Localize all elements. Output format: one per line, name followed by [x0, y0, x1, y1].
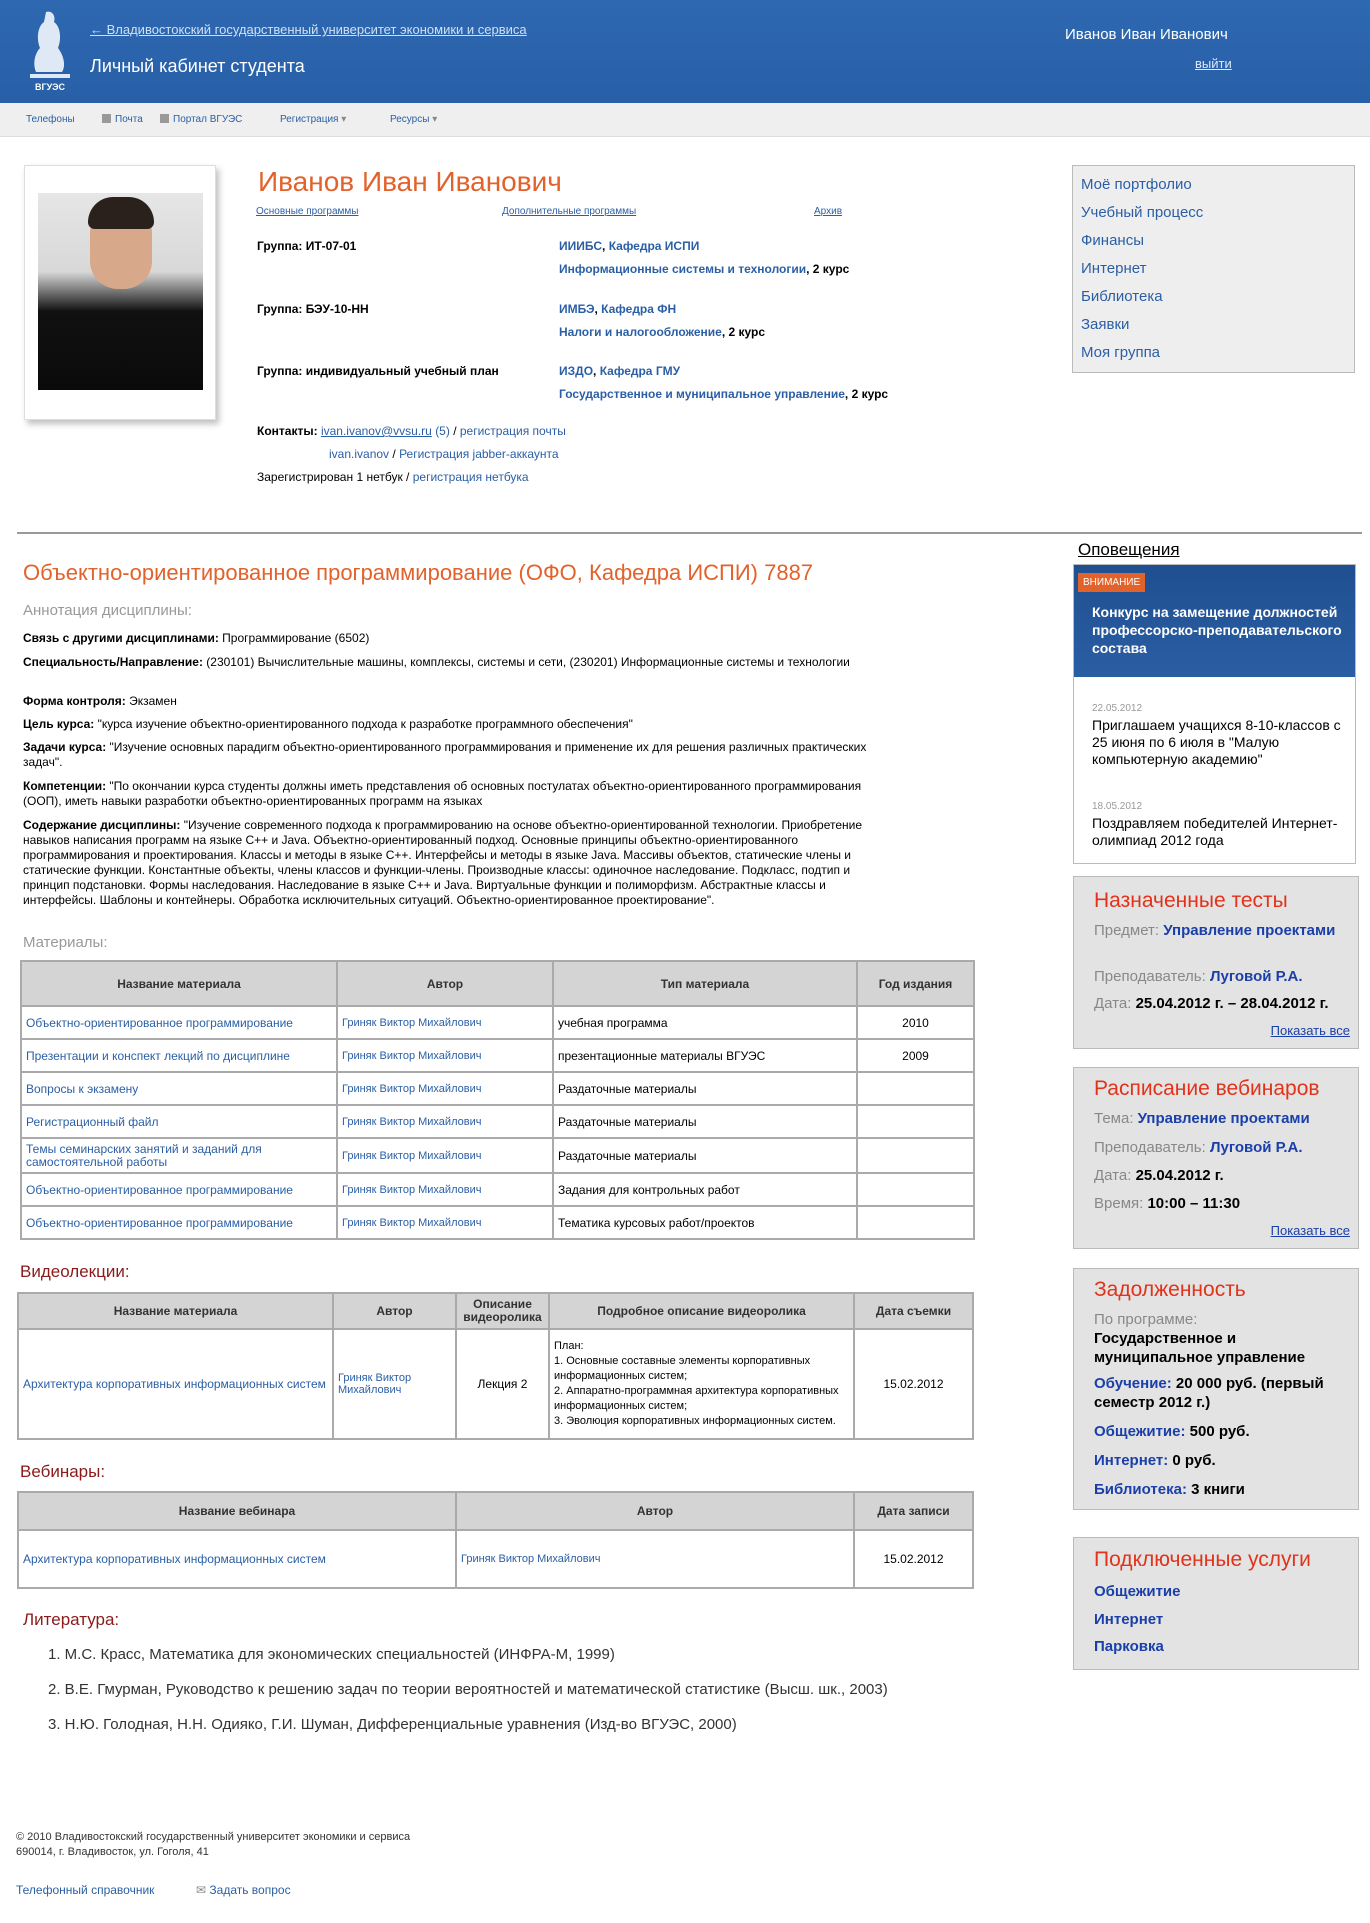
program-link[interactable]: Государственное и муниципальное управление: [559, 387, 845, 401]
webinars-show-all-link[interactable]: Показать все: [1270, 1223, 1350, 1238]
material-link[interactable]: Объектно-ориентированное программирование: [26, 1182, 293, 1197]
material-year: [857, 1138, 974, 1173]
table-row: [21, 1173, 974, 1206]
university-logo[interactable]: [26, 8, 74, 94]
jabber-link[interactable]: ivan.ivanov: [329, 447, 390, 461]
material-year: [857, 1206, 974, 1239]
webinar-date: 15.02.2012: [854, 1530, 973, 1588]
footer-copyright: © 2010 Владивостокский государственный университет экономики и сервиса 690014, г. Владивосток, ул. Гоголя, 41: [16, 1831, 411, 1858]
debt-program: Государственное и муниципальное управление: [1094, 1330, 1306, 1366]
debt-library-link[interactable]: Библиотека:: [1094, 1481, 1187, 1498]
nav-portal[interactable]: Портал ВГУЭС: [160, 114, 242, 125]
netbook-status: Зарегистрирован 1 нетбук: [257, 470, 403, 484]
featured-notification[interactable]: [1074, 565, 1355, 677]
material-link[interactable]: Темы семинарских занятий и заданий для самостоятельной работы: [26, 1141, 262, 1169]
column-header: Автор: [337, 961, 553, 1006]
author-link[interactable]: Гриняк Виктор Михайлович: [461, 1553, 601, 1565]
debt-education-link[interactable]: Обучение:: [1094, 1375, 1172, 1392]
notifications-panel: [1073, 564, 1356, 864]
header-user-name: Иванов Иван Иванович: [1065, 26, 1228, 43]
literature-heading: Литература:: [23, 1610, 120, 1629]
group-label: Группа: БЭУ-10-НН: [257, 302, 369, 316]
material-year: 2009: [857, 1039, 974, 1072]
material-type: Раздаточные материалы: [553, 1105, 857, 1138]
group-info: ИМБЭ, Кафедра ФН Налоги и налогообложение, 2 курс: [559, 302, 766, 339]
debt-dorm-link[interactable]: Общежитие:: [1094, 1423, 1186, 1440]
mail-icon: [102, 114, 111, 123]
author-link[interactable]: Гриняк Виктор Михайлович: [342, 1016, 482, 1029]
avatar: [38, 193, 203, 390]
author-link[interactable]: Гриняк Виктор Михайлович: [342, 1115, 482, 1128]
box-title: Расписание вебинаров: [1094, 1077, 1320, 1100]
test-date: 25.04.2012 г. – 28.04.2012 г.: [1135, 995, 1329, 1012]
column-header: Название вебинара: [18, 1492, 456, 1530]
attention-badge: ВНИМАНИЕ: [1078, 573, 1145, 592]
column-header: Год издания: [857, 961, 974, 1006]
material-year: [857, 1173, 974, 1206]
annotation-field: Связь с другими дисциплинами: Программирование (6502): [23, 631, 370, 645]
author-link[interactable]: Гриняк Виктор Михайлович: [342, 1216, 482, 1229]
nav-registration[interactable]: Регистрация ▾: [280, 114, 347, 125]
notification-text[interactable]: Приглашаем учащихся 8-10-классов с 25 июня по 6 июля в "Малую компьютерную академию": [1092, 717, 1341, 767]
menu-portfolio[interactable]: Моё портфолио: [1081, 176, 1192, 193]
materials-table: [20, 960, 975, 1240]
course-title: Объектно-ориентированное программирование (ОФО, Кафедра ИСПИ) 7887: [23, 560, 814, 585]
footer-address: 690014, г. Владивосток, ул. Гоголя, 41: [16, 1846, 209, 1858]
author-link[interactable]: Гриняк Виктор Михайлович: [342, 1149, 482, 1162]
webinar-schedule-box: Расписание вебинаров Тема: Управление проектами Преподаватель: Луговой Р.А. Дата: 25.04.2012 г. Время: 10:00 – 11:30 Показать все: [1073, 1067, 1359, 1249]
author-link[interactable]: Гриняк Виктор Михайлович: [338, 1372, 412, 1396]
table-row: [21, 1206, 974, 1239]
column-header: Подробное описание видеоролика: [549, 1293, 854, 1329]
group-label: Группа: ИТ-07-01: [257, 239, 357, 253]
author-link[interactable]: Гриняк Виктор Михайлович: [342, 1082, 482, 1095]
column-header: Название материала: [18, 1293, 333, 1329]
netbook-registration-link[interactable]: регистрация нетбука: [412, 470, 529, 484]
box-title: Задолженность: [1094, 1278, 1246, 1301]
notification-date: 22.05.2012: [1092, 703, 1143, 714]
chevron-down-icon: ▾: [432, 114, 438, 125]
dept-link[interactable]: Кафедра ФН: [601, 302, 677, 316]
table-row: [21, 1072, 974, 1105]
video-detail: План: 1. Основные составные элементы корпоративных информационных систем; 2. Аппаратно-программная архитектура корпоративных информационных систем; 3. Эволюция корпоративных информационных систем.: [549, 1329, 854, 1439]
contacts: Контакты: ivan.ivanov@vvsu.ru (5) / регистрация почты ivan.ivanov / Регистрация jabber-аккаунта Зарегистрирован 1 нетбук / регистрация нетбука: [257, 424, 566, 484]
material-type: Раздаточные материалы: [553, 1072, 857, 1105]
notification-text[interactable]: Поздравляем победителей Интернет-олимпиад 2012 года: [1092, 815, 1338, 848]
institute-link[interactable]: ИЗДО: [559, 364, 594, 378]
material-year: [857, 1072, 974, 1105]
menu-study-process[interactable]: Учебный процесс: [1081, 204, 1204, 221]
service-internet-link[interactable]: Интернет: [1094, 1611, 1164, 1628]
column-header: Автор: [456, 1492, 854, 1530]
webinar-time: 10:00 – 11:30: [1147, 1195, 1241, 1212]
nav-phones[interactable]: Телефоны: [26, 114, 75, 125]
author-link[interactable]: Гриняк Виктор Михайлович: [342, 1183, 482, 1196]
video-date: 15.02.2012: [854, 1329, 973, 1439]
service-parking-link[interactable]: Парковка: [1094, 1638, 1164, 1655]
materials-heading: Материалы:: [23, 934, 108, 951]
literature-item: 2. В.Е. Гмурман, Руководство к решению задач по теории вероятностей и математической статистике (Высш. шк., 2003): [48, 1681, 888, 1698]
notifications-heading[interactable]: Оповещения: [1078, 540, 1180, 559]
column-header: Тип материала: [553, 961, 857, 1006]
material-year: 2010: [857, 1006, 974, 1039]
tests-show-all-link[interactable]: Показать все: [1270, 1023, 1350, 1038]
webinar-topic-link[interactable]: Управление проектами: [1137, 1110, 1310, 1127]
column-header: Описание видеоролика: [456, 1293, 549, 1329]
tab-archive[interactable]: Архив: [814, 206, 843, 217]
literature-item: 3. Н.Ю. Голодная, Н.Н. Одияко, Г.И. Шуман, Дифференциальные уравнения (Изд-во ВГУЭС, 2000): [48, 1716, 737, 1733]
institute-link[interactable]: ИИИБС: [559, 239, 603, 253]
services-box: [1073, 1537, 1359, 1670]
logo-text: ВГУЭС: [35, 82, 65, 92]
video-heading: Видеолекции:: [20, 1262, 130, 1281]
table-row: [21, 1006, 974, 1039]
author-link[interactable]: Гриняк Виктор Михайлович: [342, 1049, 482, 1062]
box-title: Назначенные тесты: [1094, 889, 1288, 912]
top-nav: [0, 103, 1370, 137]
material-link[interactable]: Регистрационный файл: [26, 1114, 159, 1129]
group-info: ИИИБС, Кафедра ИСПИ Информационные системы и технологии, 2 курс: [559, 239, 850, 276]
dept-link[interactable]: Кафедра ИСПИ: [608, 239, 700, 253]
material-link[interactable]: Объектно-ориентированное программирование: [26, 1215, 293, 1230]
annotation-field: Компетенции: "По окончании курса студенты должны иметь представления об основных постулатах объектно-ориентированного программирования (ООП), иметь навыки разработки объектно-ориентированных программ на языках: [23, 779, 862, 808]
material-type: Раздаточные материалы: [553, 1138, 857, 1173]
material-link[interactable]: Объектно-ориентированное программирование: [26, 1015, 293, 1030]
program-link[interactable]: Информационные системы и технологии: [559, 262, 807, 276]
student-name: Иванов Иван Иванович: [258, 166, 562, 197]
notification-date: 18.05.2012: [1092, 801, 1143, 812]
logout-link[interactable]: выйти: [1195, 56, 1232, 71]
nav-mail[interactable]: Почта: [102, 114, 143, 125]
literature-item: 1. М.С. Красс, Математика для экономических специальностей (ИНФРА-М, 1999): [48, 1646, 615, 1663]
tab-additional-programs[interactable]: Дополнительные программы: [502, 206, 637, 217]
institute-link[interactable]: ИМБЭ: [559, 302, 595, 316]
group-info: ИЗДО, Кафедра ГМУ Государственное и муниципальное управление, 2 курс: [559, 364, 889, 401]
service-dorm-link[interactable]: Общежитие: [1094, 1583, 1181, 1600]
debt-box: Задолженность По программе: Государственное и муниципальное управление Обучение: 20 000 руб. (первый семестр 2012 г.) Общежитие: 500 руб. Интернет: 0 руб. Библиотека: 3 книги: [1073, 1268, 1359, 1510]
webinar-table: [17, 1491, 974, 1589]
annotation-field: Содержание дисциплины: "Изучение современного подхода к программированию на основе объектно-ориентированной технологии. Приобретение навыков написания программ на языке C++ и Java. Объектно-ориентированный подход. Основные принципы объектно-ориентированного программирования и проектирования. Классы и методы в языке C++. Интерфейсы и методы в языке Java. Массивы объектов, статические члены и статические функции. Константные объекты, члены классов и функции-члены. Производные классы: одиночное наследование. Подкласс, подтип и принцип подстановки. Формы наследования. Наследование в языке C++ и Java. Виртуальные функции и полиморфизм. Абстрактные классы и интерфейсы. Шаблоны и контейнеры. Обработка исключительных ситуаций. Объектно-ориентированное проектирование".: [23, 818, 863, 907]
annotation-field: Форма контроля: Экзамен: [23, 694, 177, 708]
side-menu: [1072, 165, 1355, 373]
table-row: [21, 1039, 974, 1072]
material-type: Задания для контрольных работ: [553, 1173, 857, 1206]
assigned-tests-box: Назначенные тесты Предмет: Управление проектами Преподаватель: Луговой Р.А. Дата: 25.04.2012 г. – 28.04.2012 г. Показать все: [1073, 876, 1359, 1049]
portal-icon: [160, 114, 169, 123]
phonebook-link[interactable]: Телефонный справочник: [16, 1883, 155, 1897]
webinar-link[interactable]: Архитектура корпоративных информационных систем: [23, 1552, 326, 1566]
menu-requests[interactable]: Заявки: [1081, 316, 1130, 333]
table-row: [21, 1138, 974, 1173]
webinar-teacher-link[interactable]: Луговой Р.А.: [1209, 1139, 1303, 1156]
program-link[interactable]: Налоги и налогообложение: [559, 325, 722, 339]
annotation-field: Специальность/Направление: (230101) Вычислительные машины, комплексы, системы и сети, (230201) Информационные системы и технологии: [23, 655, 850, 669]
chevron-down-icon: ▾: [341, 114, 347, 125]
mail-registration-link[interactable]: регистрация почты: [459, 424, 566, 438]
university-back-link[interactable]: ← Владивостокский государственный университет экономики и сервиса: [90, 22, 527, 37]
divider: [17, 532, 1362, 534]
annotation-field: Задачи курса: "Изучение основных парадигм объектно-ориентированного программирования и применение их для решения различных практических задач".: [23, 740, 867, 769]
debt-internet-link[interactable]: Интернет:: [1094, 1452, 1169, 1469]
tab-main-programs[interactable]: Основные программы: [256, 206, 359, 217]
column-header: Дата записи: [854, 1492, 973, 1530]
email-link[interactable]: ivan.ivanov@vvsu.ru: [320, 424, 432, 438]
material-link[interactable]: Вопросы к экзамену: [26, 1081, 139, 1096]
material-type: учебная программа: [553, 1006, 857, 1039]
column-header: Название материала: [21, 961, 337, 1006]
annotation-heading: Аннотация дисциплины:: [23, 602, 192, 619]
video-description: Лекция 2: [456, 1329, 549, 1439]
featured-title[interactable]: Конкурс на замещение должностей профессорско-преподавательского состава: [1092, 604, 1342, 656]
webinar-date: 25.04.2012 г.: [1135, 1167, 1224, 1184]
menu-my-group[interactable]: Моя группа: [1081, 344, 1161, 361]
menu-internet[interactable]: Интернет: [1081, 260, 1147, 277]
table-row: [18, 1530, 973, 1588]
table-row: [18, 1329, 973, 1439]
table-row: [21, 1105, 974, 1138]
menu-library[interactable]: Библиотека: [1081, 288, 1163, 305]
test-subject-link[interactable]: Управление проектами: [1163, 922, 1336, 939]
annotation-field: Цель курса: "курса изучение объектно-ориентированного подхода к разработке программного обеспечения": [23, 717, 633, 731]
email-count[interactable]: (5): [435, 424, 450, 438]
column-header: Автор: [333, 1293, 456, 1329]
box-title: Подключенные услуги: [1094, 1548, 1311, 1571]
material-type: Тематика курсовых работ/проектов: [553, 1206, 857, 1239]
video-link[interactable]: Архитектура корпоративных информационных систем: [23, 1377, 326, 1391]
ask-question-link[interactable]: ✉ Задать вопрос: [196, 1883, 291, 1897]
menu-finance[interactable]: Финансы: [1081, 232, 1144, 249]
column-header: Дата съемки: [854, 1293, 973, 1329]
cabinet-title: Личный кабинет студента: [90, 56, 305, 76]
nav-resources[interactable]: Ресурсы ▾: [390, 114, 438, 125]
dept-link[interactable]: Кафедра ГМУ: [599, 364, 681, 378]
group-label: Группа: индивидуальный учебный план: [257, 364, 499, 378]
material-year: [857, 1105, 974, 1138]
header: [0, 0, 1370, 103]
material-type: презентационные материалы ВГУЭС: [553, 1039, 857, 1072]
material-link[interactable]: Презентации и конспект лекций по дисциплине: [26, 1048, 290, 1063]
video-table: [17, 1292, 974, 1440]
jabber-registration-link[interactable]: Регистрация jabber-аккаунта: [399, 447, 559, 461]
test-teacher-link[interactable]: Луговой Р.А.: [1209, 968, 1303, 985]
student-photo: [24, 165, 216, 420]
webinar-heading: Вебинары:: [20, 1462, 106, 1481]
mail-icon: ✉: [196, 1883, 210, 1897]
